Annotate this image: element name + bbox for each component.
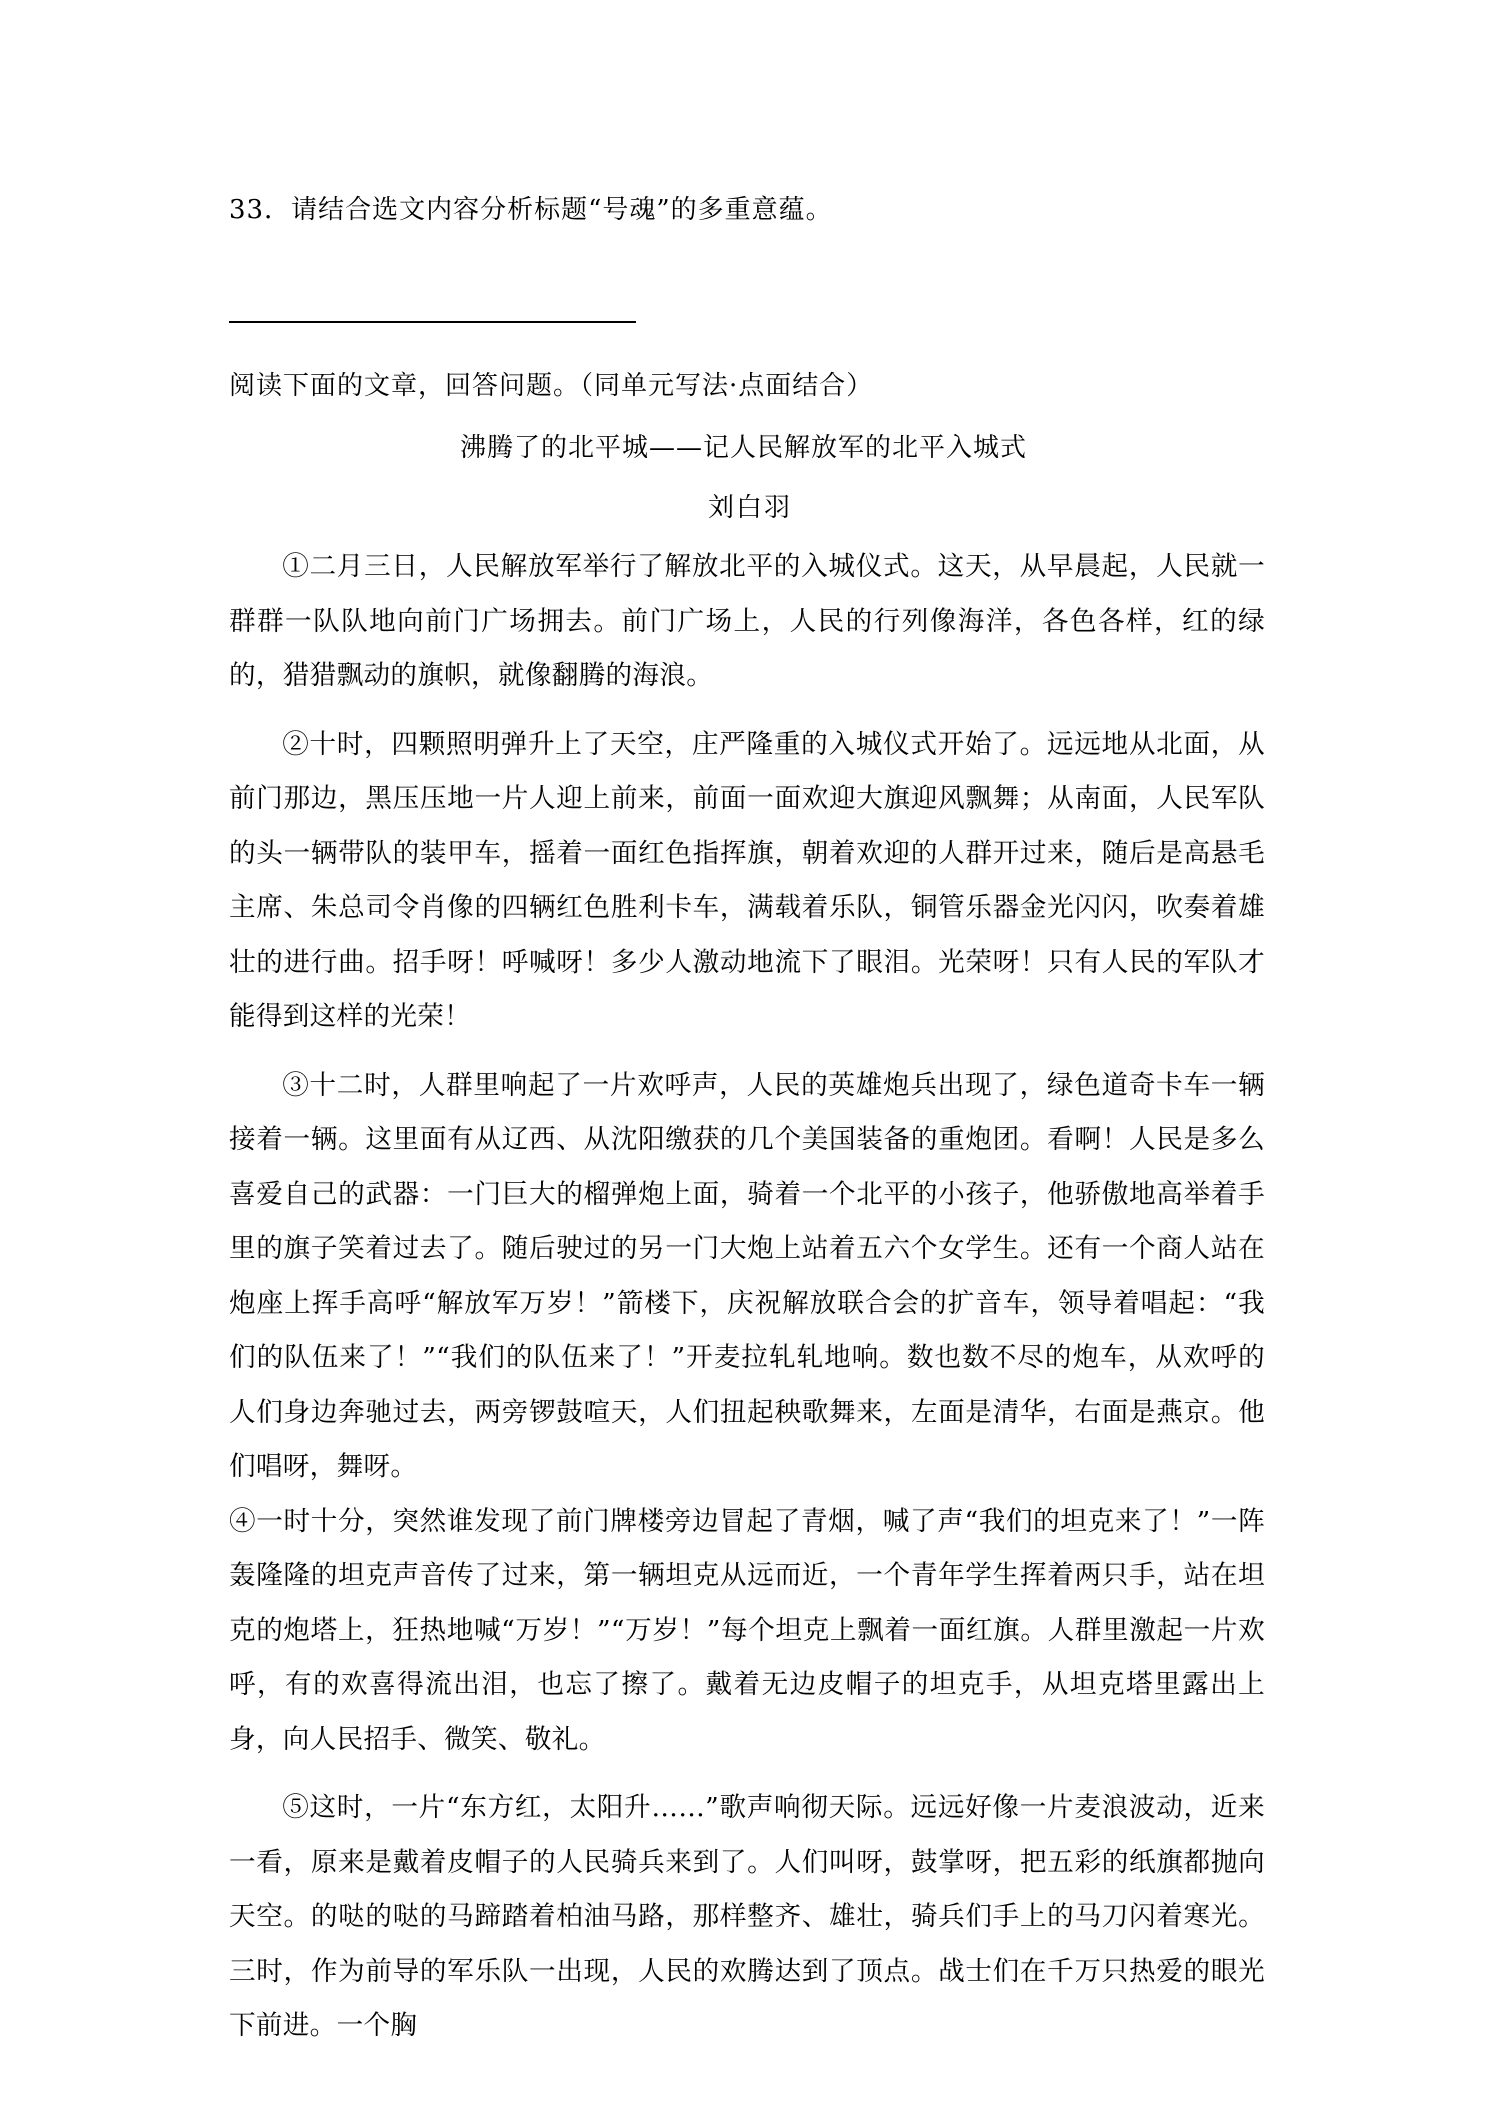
- article-title: 沸腾了的北平城——记人民解放军的北平入城式: [460, 433, 1028, 463]
- article-paragraph-2: ②十时，四颗照明弹升上了天空，庄严隆重的入城仪式开始了。远远地从北面，从前门那边，黑压压地一片人迎上前来，前面一面欢迎大旗迎风飘舞；从南面，人民军队的头一辆带队的装甲车，摇着一面红色指挥旗，朝着欢迎的人群开过来，随后是高悬毛主席、朱总司令肖像的四辆红色胜利卡车，满载着乐队，铜管乐器金光闪闪，吹奏着雄壮的进行曲。招手呀！呼喊呀！多少人激动地流下了眼泪。光荣呀！只有人民的军队才能得到这样的光荣！: [229, 728, 1265, 1032]
- answer-blank-line[interactable]: [229, 321, 636, 323]
- article-paragraph-1: ①二月三日，人民解放军举行了解放北平的入城仪式。这天，从早晨起，人民就一群群一队队地向前门广场拥去。前门广场上，人民的行列像海洋，各色各样，红的绿的，猎猎飘动的旗帜，就像翻腾的海浪。: [229, 551, 1265, 691]
- reading-instruction: 阅读下面的文章，回答问题。（同单元写法·点面结合）: [229, 371, 874, 401]
- article-paragraph-5: ⑤这时，一片“东方红，太阳升……”歌声响彻天际。远远好像一片麦浪波动，近来一看，原来是戴着皮帽子的人民骑兵来到了。人们叫呀，鼓掌呀，把五彩的纸旗都抛向天空。的哒的哒的马蹄踏着柏油马路，那样整齐、雄壮，骑兵们手上的马刀闪着寒光。三时，作为前导的军乐队一出现，人民的欢腾达到了顶点。战士们在千万只热爱的眼光下前进。一个胸: [229, 1792, 1265, 2041]
- article-body: [229, 540, 1265, 2054]
- article-paragraph-4: ④一时十分，突然谁发现了前门牌楼旁边冒起了青烟，喊了声“我们的坦克来了！”一阵轰隆隆的坦克声音传了过来，第一辆坦克从远而近，一个青年学生挥着两只手，站在坦克的炮塔上，狂热地喊“万岁！”“万岁！”每个坦克上飘着一面红旗。人群里激起一片欢呼，有的欢喜得流出泪，也忘了擦了。戴着无边皮帽子的坦克手，从坦克塔里露出上身，向人民招手、微笑、敬礼。: [229, 1505, 1265, 1755]
- article-author: 刘白羽: [708, 493, 793, 523]
- article-paragraph-3: ③十二时，人群里响起了一片欢呼声，人民的英雄炮兵出现了，绿色道奇卡车一辆接着一辆。这里面有从辽西、从沈阳缴获的几个美国装备的重炮团。看啊！人民是多么喜爱自己的武器：一门巨大的榴弹炮上面，骑着一个北平的小孩子，他骄傲地高举着手里的旗子笑着过去了。随后驶过的另一门大炮上站着五六个女学生。还有一个商人站在炮座上挥手高呼“解放军万岁！”箭楼下，庆祝解放联合会的扩音车，领导着唱起：“我们的队伍来了！”“我们的队伍来了！”开麦拉轧轧地响。数也数不尽的炮车，从欢呼的人们身边奔驰过去，两旁锣鼓喧天，人们扭起秧歌舞来，左面是清华，右面是燕京。他们唱呀，舞呀。: [229, 1069, 1265, 1482]
- question-33: 33．请结合选文内容分析标题“号魂”的多重意蕴。: [229, 195, 833, 225]
